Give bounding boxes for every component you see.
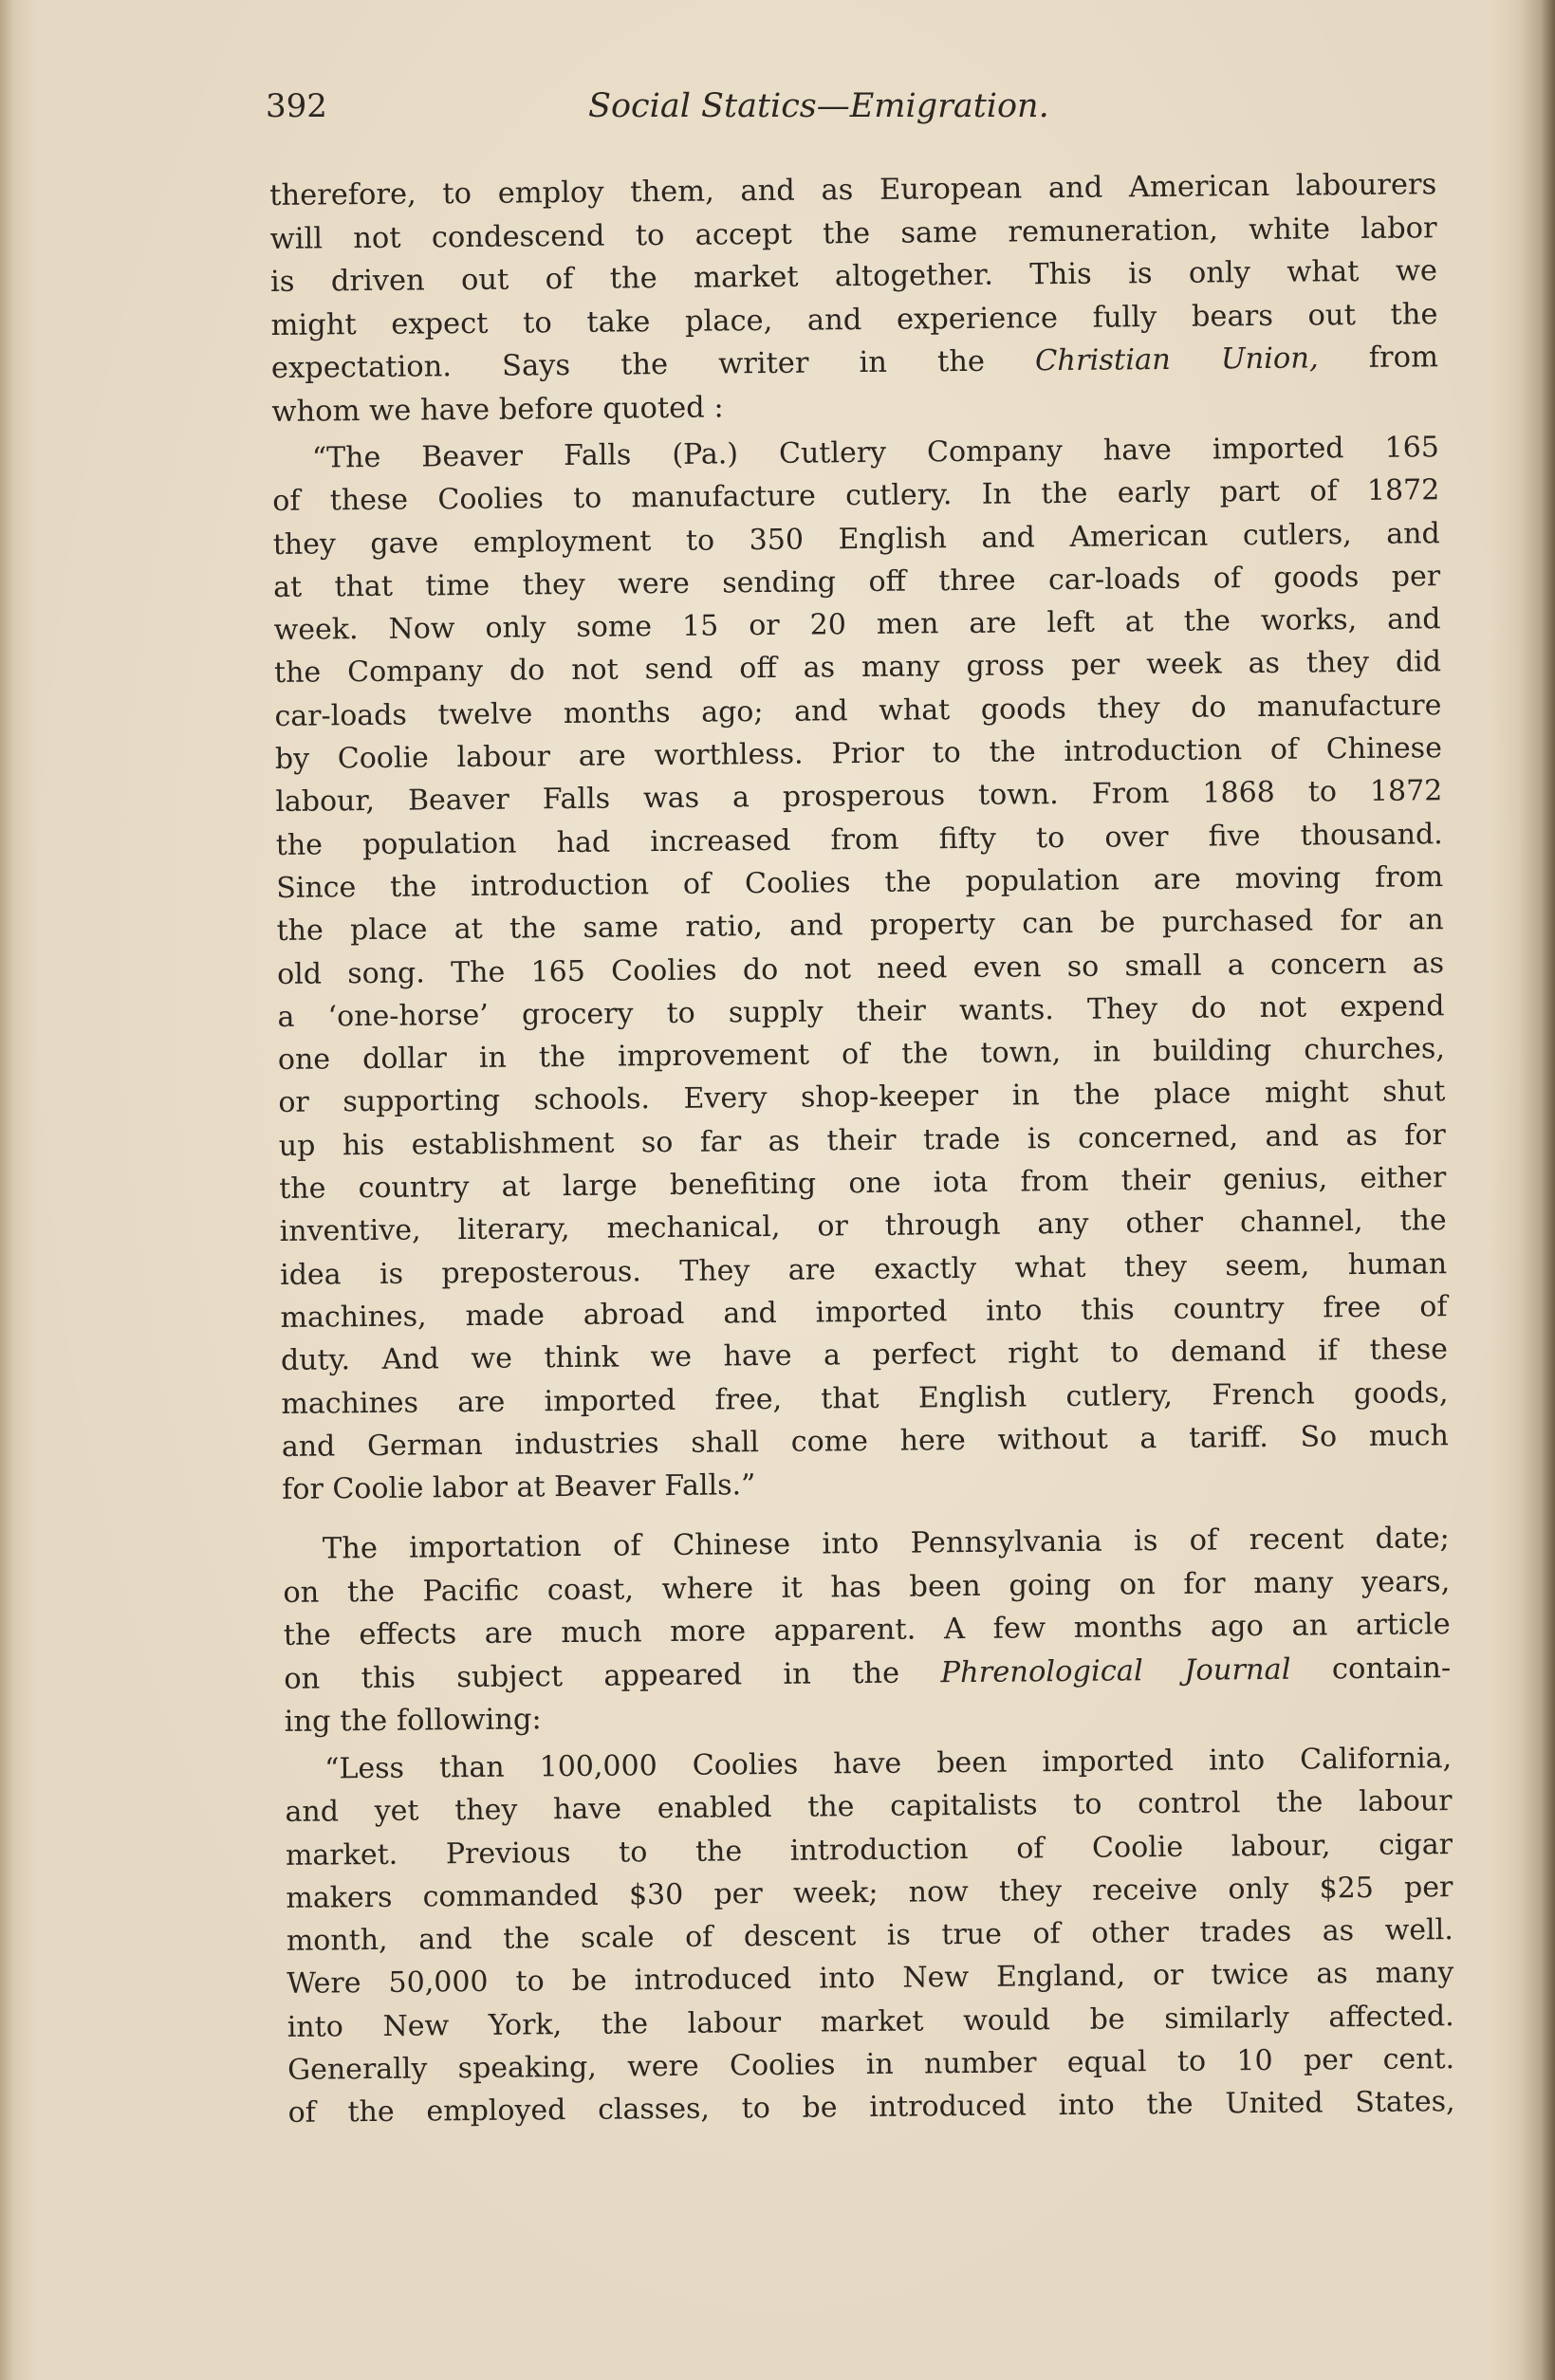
page-edge-shadow: [1519, 0, 1555, 2380]
text-line: therefore, to employ them, and as European and American labourers: [269, 168, 1437, 212]
text-line: The importation of Chinese into Pennsylvania is of recent date;: [322, 1522, 1451, 1566]
text-line: will not condescend to accept the same remuneration, white labor: [269, 211, 1437, 256]
text-line: Were 50,000 to be introduced into New England, or twice as many: [287, 1956, 1454, 2002]
quotation-beaver-falls: [272, 426, 1450, 1511]
text-line: idea is preposterous. They are exactly what they seem, human: [279, 1246, 1448, 1292]
text-line: Generally speaking, were Coolies in number equal to 10 per cent.: [287, 2042, 1455, 2087]
text-line: month, and the scale of descent is true of other trades as well.: [286, 1913, 1453, 1959]
text-line: machines are imported free, that English cutlery, French goods,: [281, 1375, 1449, 1421]
text-line: at that time they were sending off three car-loads of goods per: [273, 560, 1441, 604]
text-line: up his establishment so far as their trade is concerned, and as for: [278, 1117, 1446, 1163]
paragraph-2: [283, 1518, 1452, 1744]
text-line: by Coolie labour are worthless. Prior to the introduction of Chinese: [274, 731, 1443, 777]
text-segment: contain-: [1331, 1651, 1452, 1687]
text-segment: from: [1368, 341, 1439, 375]
text-line: machines, made abroad and imported into this country free of: [280, 1290, 1448, 1335]
text-line: a ‘one-horse’ grocery to supply their wants. They do not expend: [277, 989, 1445, 1034]
publication-title: Christian Union,: [1034, 341, 1319, 378]
text-line: on the Pacific coast, where it has been going on for many years,: [283, 1565, 1451, 1610]
text-line: the country at large benefiting one iota from their genius, either: [279, 1161, 1447, 1206]
text-line: ing the following:: [284, 1703, 542, 1740]
text-line: and German industries shall come here without a tariff. So much: [281, 1418, 1449, 1464]
text-line: of the employed classes, to be introduced into the United States,: [287, 2085, 1455, 2131]
publication-title: Phrenological Journal: [940, 1652, 1291, 1690]
text-line: car-loads twelve months ago; and what goods they do manufacture: [274, 688, 1442, 733]
text-line: whom we have before quoted :: [271, 390, 724, 429]
text-segment: expectation. Says the writer in the: [270, 344, 986, 385]
text-line: the population had increased from fifty to over five thousand.: [275, 817, 1443, 862]
text-line: into New York, the labour market would be similarly affected.: [287, 1999, 1454, 2044]
text-line: and yet they have enabled the capitalists to control the labour: [285, 1784, 1453, 1830]
text-line: one dollar in the improvement of the town, in building churches,: [277, 1032, 1446, 1078]
text-line: the place at the same ratio, and property can be purchased for an: [276, 903, 1444, 949]
text-line: old song. The 165 Coolies do not need even so small a concern as: [276, 946, 1445, 991]
text-line: “The Beaver Falls (Pa.) Cutlery Company have imported 165: [311, 431, 1439, 475]
text-line: is driven out of the market altogether. This is only what we: [269, 254, 1438, 299]
text-line: week. Now only some 15 or 20 men are left at the works, and: [273, 602, 1441, 648]
page-number: 392: [266, 87, 327, 125]
page-gutter: [0, 0, 13, 2380]
text-line: labour, Beaver Falls was a prosperous town. From 1868 to 1872: [275, 774, 1443, 820]
text-line: might expect to take place, and experience fully bears out the: [270, 297, 1438, 342]
text-line: they gave employment to 350 English and American cutlers, and: [272, 516, 1440, 562]
text-segment: on this subject appeared in the: [284, 1656, 900, 1696]
text-line: of these Coolies to manufacture cutlery. In the early part of 1872: [272, 473, 1440, 519]
text-line: for Coolie labor at Beaver Falls.”: [282, 1468, 756, 1507]
text-line: duty. And we think we have a perfect right to demand if these: [280, 1333, 1449, 1378]
text-line: or supporting schools. Every shop-keeper in the place might shut: [278, 1075, 1446, 1120]
text-line: “Less than 100,000 Coolies have been imported into California,: [324, 1742, 1453, 1786]
page-header: [266, 87, 1442, 135]
text-line: makers commanded $30 per week; now they receive only $25 per: [286, 1870, 1453, 1915]
paragraph-1: [269, 163, 1439, 434]
text-line: the effects are much more apparent. A few months ago an article: [283, 1608, 1451, 1653]
text-line: inventive, literary, mechanical, or through any other channel, the: [279, 1204, 1447, 1249]
quotation-california: [285, 1737, 1455, 2134]
body-text: [269, 163, 1456, 2214]
text-line: market. Previous to the introduction of Coolie labour, cigar: [285, 1827, 1453, 1873]
text-line: the Company do not send off as many gross per week as they did: [273, 645, 1442, 691]
text-line: Since the introduction of Coolies the population are moving from: [276, 860, 1444, 905]
running-head: Social Statics—Emigration.: [588, 87, 1049, 125]
